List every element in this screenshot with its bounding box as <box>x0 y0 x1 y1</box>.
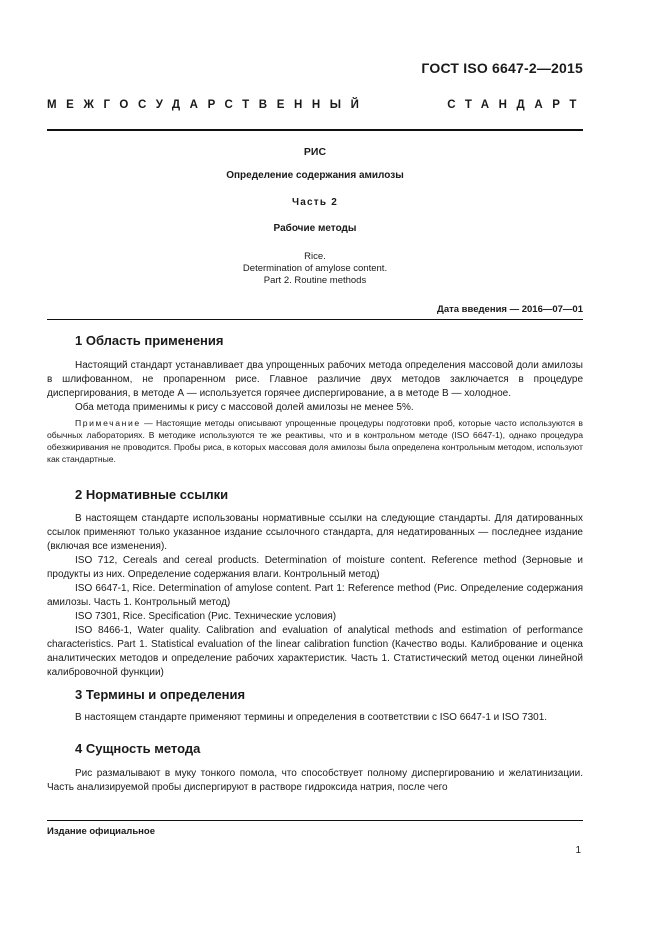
page-number: 1 <box>575 845 581 856</box>
part-name: Рабочие методы <box>273 223 357 234</box>
document-title: РИС <box>303 146 327 158</box>
part-number: Часть 2 <box>292 197 338 208</box>
footer-rule <box>47 820 583 821</box>
paragraph: ISO 8466-1, Water quality. Calibration and evaluation of analytical methods and estimation of performance characteristics. Part 1. Statistical evaluation of the linear calibration function (Качество воды. Калибрование и оценка аналитических методов и определение рабочих характеристик. Часть 1. Статистический метод оценки линейной калибровочной функции) <box>47 625 583 678</box>
section-4-heading: 4 Сущность метода <box>75 741 201 756</box>
english-title-line: Rice. <box>304 251 326 262</box>
document-subtitle: Определение содержания амилозы <box>226 170 404 181</box>
interstate-label: МЕЖГОСУДАРСТВЕННЫЙ <box>47 99 369 111</box>
section-2-body <box>47 512 583 680</box>
date-rule <box>47 319 583 320</box>
section-2-heading: 2 Нормативные ссылки <box>75 487 229 502</box>
paragraph: ISO 712, Cereals and cereal products. Determination of moisture content. Reference method (Зерновые и продукты из них. Определение содержания влаги. Контрольный метод) <box>47 555 583 580</box>
paragraph: В настоящем стандарте использованы нормативные ссылки на следующие стандарты. Для датированных ссылок применяют только указанное издание ссылочного стандарта, для недатированных — последнее издание (включая все изменения). <box>47 513 583 552</box>
standard-label: СТАНДАРТ <box>447 99 586 111</box>
section-1-body <box>47 359 583 415</box>
english-title-line: Determination of amylose content. <box>242 263 388 274</box>
paragraph: Настоящий стандарт устанавливает два упрощенных рабочих метода определения массовой доли амилозы в шлифованном, не пропаренном рисе. Главное различие двух методов заключается в процедуре диспергирования, в методе А — используется горячее диспергирование, а в методе В — холодное. <box>47 360 583 399</box>
note-paragraph <box>47 417 583 465</box>
introduction-date: Дата введения — 2016—07—01 <box>437 304 583 315</box>
section-3-heading: 3 Термины и определения <box>75 687 246 702</box>
section-1-note <box>47 417 583 465</box>
paragraph: Оба метода применимы к рису с массовой долей амилозы не менее 5%. <box>75 402 414 413</box>
note-text: — Настоящие методы описывают упрощенные процедуры подготовки проб, которые часто используются в обычных лабораториях. В методике используются те же реактивы, что и в контрольном методе (ISO 6647-1), однако процедура обезжиривания не проводится. Пробы риса, в которых массовая доля амилозы была определена контрольным методом, используют как стандартные. <box>47 418 583 464</box>
section-1-heading: 1 Область применения <box>75 333 224 348</box>
paragraph: В настоящем стандарте применяют термины и определения в соответствии с ISO 6647-1 и ISO 7301. <box>75 712 548 723</box>
paragraph: ISO 6647-1, Rice. Determination of amylose content. Part 1: Reference method (Рис. Определение содержания амилозы. Часть 1. Контрольный метод) <box>47 583 583 608</box>
section-4-body <box>47 767 583 795</box>
section-3-body <box>47 711 583 725</box>
standard-code: ГОСТ ISO 6647-2—2015 <box>421 60 583 76</box>
header-rule <box>47 129 583 131</box>
note-label: Примечание <box>75 418 141 428</box>
paragraph: Рис размалывают в муку тонкого помола, что способствует полному диспергированию и желатинизации. Часть анализируемой пробы диспергируют в растворе гидроксида натрия, после чего <box>47 768 583 793</box>
edition-label: Издание официальное <box>47 826 155 837</box>
english-title-line: Part 2. Routine methods <box>263 275 367 286</box>
english-title <box>47 251 583 287</box>
paragraph: ISO 7301, Rice. Specification (Рис. Технические условия) <box>75 611 337 622</box>
